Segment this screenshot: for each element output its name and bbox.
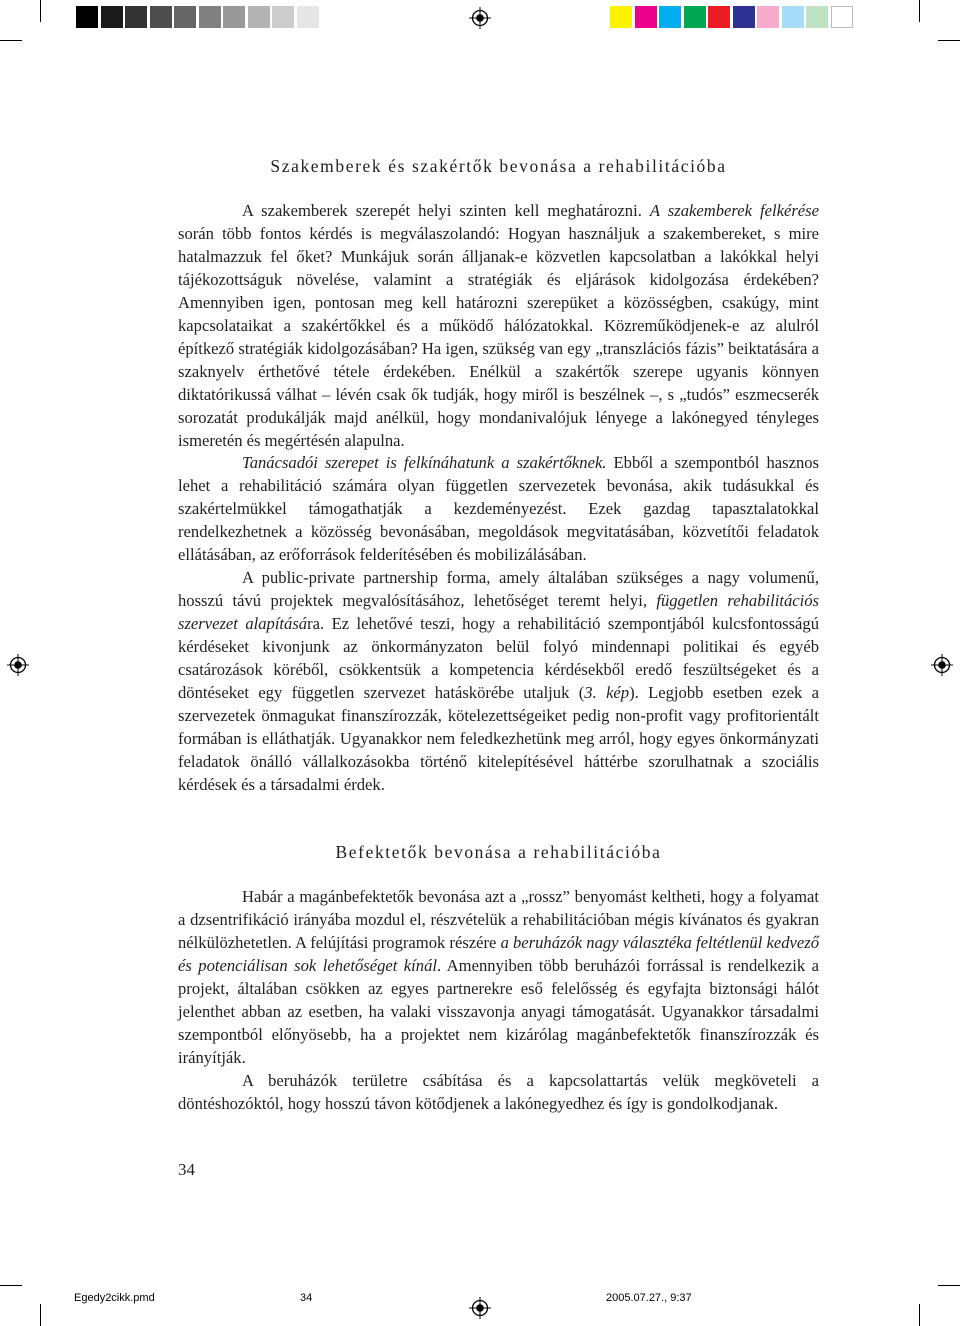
text-run: A public-private partnership forma, amely általában szükséges a nagy volumenű, hosszú távú projektek megvalósításához, lehetőséget teremt helyi, — [178, 568, 819, 611]
registration-crosshair-icon — [469, 7, 491, 29]
slug-filename: Egedy2cikk.pmd — [74, 1292, 155, 1304]
text-run: A szakemberek szerepét helyi szinten kell meghatározni. — [242, 201, 650, 220]
registration-crosshair-icon — [931, 654, 953, 676]
paragraph — [178, 200, 819, 452]
color-swatch — [610, 6, 632, 28]
color-swatch — [272, 6, 294, 28]
text-run: ). Legjobb esetben ezek a szervezetek önmagukat finanszírozzák, kötelezettségeiket pedig non-profit vagy profitorientált formában is elláthatják. Ugyanakkor nem feledkezhetünk meg arról, hogy egyes önkormányzati feladatok önálló vállalkozásokba történő kitelepítésével háttérbe szorulhatnak a szociális kérdések és a társadalmi érdek. — [178, 683, 819, 794]
color-swatch — [297, 6, 319, 28]
italic-text: A szakemberek felkérése — [649, 201, 819, 220]
paragraph — [178, 567, 819, 797]
text-run: ra. Ez lehetővé teszi, hogy a rehabilitáció szempontjából kulcsfontosságú kérdéseket kivonjunk az önkormányzaton belül folyó mindennapi politikai és egyéb csatározások köréből, csökkentsük a kompetencia kérdésekből eredő feszültségeket és a döntéseket egy független szervezet hatáskörébe utaljuk ( — [178, 614, 819, 703]
slug-page: 34 — [300, 1292, 313, 1304]
color-swatch — [635, 6, 657, 28]
paragraph — [178, 1070, 819, 1116]
paragraph — [178, 452, 819, 567]
color-swatch — [806, 6, 828, 28]
text-run: során több fontos kérdés is megválaszolandó: Hogyan használjuk a szakembereket, s mire hatalmazzuk fel őket? Munkájuk során álljanak-e közvetlen kapcsolatban a lakókkal helyi tájékozottságuk növelése, valamint a stratégiák és eljárások kidolgozása érdekében? Amennyiben igen, pontosan meg kell határozni szerepüket a közösségben, csakúgy, mint kapcsolataikat a szakértőkkel és a működő hálózatokkal. Közreműködjenek-e az alulról építkező stratégiák kidolgozásában? Ha igen, szükség van egy „transzlációs fázis” beiktatására a szaknyelv érthetővé tétele érdekében. Enélkül a szakértők szerepe ugyanis könnyen diktatórikussá válhat – lévén csak ők tudják, hogy miről is beszélnek –, s „tudós” eszmecserék sorozatát produkálják majd anélkül, hogy mondanivalójuk lényege a lakónegyed tényleges ismeretén és megértésén alapulna. — [178, 223, 819, 450]
text-run: . Amennyiben több beruházói forrással is rendelkezik a projekt, általában csökken az egyes partnerekre eső felelősség és egyfajta biztonsági hálót jelenthet abban az esetben, ha valaki visszavonja anyagi támogatását. Ugyanakkor társadalmi szempontból előnyösebb, ha a projektet nem kizárólag magánbefektetők finanszírozzák és irányítják. — [178, 955, 820, 1067]
page-number: 34 — [178, 1160, 195, 1179]
color-swatch — [782, 6, 804, 28]
registration-crosshair-icon — [7, 654, 29, 676]
color-swatch — [733, 6, 755, 28]
section-heading-experts: Szakemberek és szakértők bevonása a rehabilitációba — [270, 156, 727, 176]
color-swatch — [125, 6, 147, 28]
registration-crosshair-icon — [469, 1297, 491, 1319]
italic-text: a beruházók nagy választéka feltétlenül kedvező és potenciálisan sok lehetőséget kínál — [178, 932, 819, 975]
italic-text: független rehabilitációs szervezet alapításá — [178, 591, 819, 634]
color-swatch — [199, 6, 221, 28]
color-swatch — [757, 6, 779, 28]
color-swatch — [684, 6, 706, 28]
color-swatch — [150, 6, 172, 28]
color-swatch — [659, 6, 681, 28]
italic-text: 3. kép — [584, 683, 630, 703]
color-swatch — [101, 6, 123, 28]
slug-timestamp: 2005.07.27., 9:37 — [606, 1292, 692, 1304]
text-run: A beruházók területre csábítása és a kapcsolattartás velük megköveteli a döntéshozóktól, hogy hosszú távon kötődjenek a lakónegyedhez és így is gondolkodjanak. — [178, 1070, 819, 1113]
color-swatch — [248, 6, 270, 28]
paragraph — [178, 886, 819, 1070]
section-body-experts — [178, 200, 819, 797]
color-swatch — [76, 6, 98, 28]
text-run: Habár a magánbefektetők bevonása azt a „rossz” benyomást keltheti, hogy a folyamat a dzsentrifikáció irányába mozdul el, részvételük a rehabilitációban mégis kívánatos és gyakran nélkülözhetetlen. A felújítási programok részére — [178, 887, 819, 952]
section-body-investors — [178, 886, 819, 1116]
color-swatch — [174, 6, 196, 28]
text-run: Ebből a szempontból hasznos lehet a rehabilitáció számára olyan független szervezetek bevonása, akik tudásukkal és szakértelmükkel támogathatják a kezdeményezést. Ezek gazdag tapasztalatokkal rendelkezhetnek a közösség bevonásában, megoldások megvitatásában, közvetítői feladatok ellátásában, az erőforrások felderítésében és mobilizálásában. — [178, 453, 820, 565]
color-swatch — [223, 6, 245, 28]
section-heading-investors: Befektetők bevonása a rehabilitációba — [335, 842, 662, 862]
color-swatch — [708, 6, 730, 28]
color-swatch — [831, 6, 853, 28]
italic-text: Tanácsadói szerepet is felkínáhatunk a szakértőknek. — [242, 453, 607, 473]
